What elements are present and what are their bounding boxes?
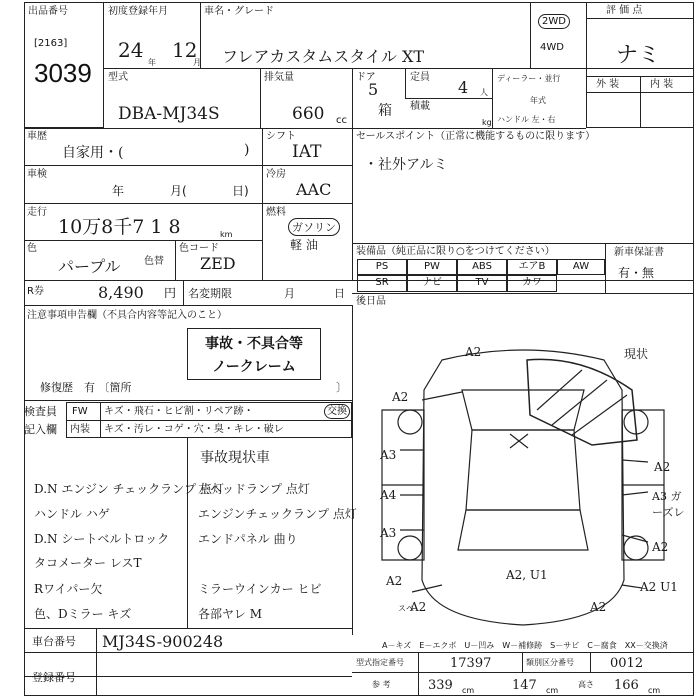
first-reg-label: 初度登録年月 <box>108 6 168 17</box>
mileage-label: 走行 <box>27 207 47 218</box>
recycle-value: 8,490 <box>98 283 144 302</box>
ref1-unit: cm <box>462 686 475 695</box>
remark-headlamp: 左ヘッドランプ 点灯 <box>198 482 310 496</box>
lot-label: 出品番号 <box>28 6 68 17</box>
ref3-label: 高さ <box>578 680 594 689</box>
diag-label-current: 現状 <box>624 347 649 361</box>
color-code-value: ZED <box>200 254 236 273</box>
warranty-value: 有・無 <box>618 266 655 280</box>
car-rear-window <box>458 510 588 550</box>
car-name: フレアカスタムスタイル XT <box>222 47 425 66</box>
equip-sr: SR <box>357 275 407 292</box>
name-change-label: 名変期限 <box>188 287 232 300</box>
drive-4wd: 4WD <box>540 42 564 53</box>
chassis-label: 車台番号 <box>32 635 76 648</box>
accident-line2: ノークレーム <box>212 359 296 375</box>
damage-area <box>527 359 637 445</box>
ac-label: 冷房 <box>266 169 286 180</box>
cargo-hand: 箱 <box>378 103 392 119</box>
equip-navi: ナビ <box>407 275 457 292</box>
capacity-value: 4 <box>458 78 469 97</box>
remark-winker: ミラーウインカー ヒビ <box>198 582 322 596</box>
remark-wear: 各部ヤレ M <box>198 607 262 621</box>
lot-number: 3039 <box>34 58 92 88</box>
diag-label-a2-left: A2 <box>392 390 409 404</box>
remark-handle: ハンドル ハゲ <box>34 507 110 521</box>
drive-2wd: 2WD <box>538 14 570 29</box>
diag-label-a3-right: A3 ガーズレ <box>652 490 685 519</box>
fw-circled: 交換 <box>324 404 350 419</box>
reg-label: 登録番号 <box>32 671 76 684</box>
caution-label: 注意事項申告欄（不具合内容等記入のこと） <box>27 310 227 321</box>
sales-value: ・社外アルミ <box>364 157 448 173</box>
shift-value: IAT <box>292 142 322 162</box>
remark-accident: 事故現状車 <box>200 450 270 466</box>
color-code-label: 色コード <box>179 243 219 254</box>
class-value: 0012 <box>610 656 644 671</box>
remark-engine-check: D.N エンジン チェックランプ 点灯 <box>34 482 224 496</box>
diag-label-a2-rear-l: A2 <box>410 600 427 614</box>
color-label: 色 <box>27 243 37 254</box>
repair-close: 〕 <box>336 381 347 394</box>
class-label: 類別区分番号 <box>526 658 574 667</box>
ref3-unit: cm <box>648 686 661 695</box>
interior-inspect-label: 内装 <box>70 424 90 435</box>
accident-line1: 事故・不具合等 <box>205 336 303 352</box>
recycle-label: R券 <box>27 286 44 297</box>
diag-label-a2-right2: A2 <box>652 540 669 554</box>
color-value: パープル <box>58 257 121 276</box>
remark-mirror: 色、Dミラー キズ <box>34 607 132 621</box>
capacity-unit: 人 <box>480 88 488 97</box>
remark-wiper: Rワイパー欠 <box>34 582 103 596</box>
history-value: 自家用・( <box>62 145 124 161</box>
remark-endpanel: エンドパネル 曲り <box>198 532 298 546</box>
equipment-label: 装備品（純正品に限り○をつけてください） <box>356 246 555 257</box>
door-value: 5 <box>368 80 379 99</box>
inspection-year: 年 <box>112 184 125 198</box>
cargo-label: 積載 <box>410 101 430 112</box>
dealer-label: ディーラー・並行 <box>497 74 561 83</box>
diag-label-a2u1-right: A2 U1 <box>640 580 678 594</box>
diagram-legend: A－キズ E－エクボ U－凹み W－補修跡 S－サビ C－腐食 XX－交換済 <box>382 641 668 650</box>
ref2-unit: cm <box>546 686 559 695</box>
exterior-label: 外 装 <box>596 79 620 90</box>
recycle-unit: 円 <box>164 286 177 300</box>
model-label: 型式 <box>108 72 128 83</box>
lot-small: [2163] <box>34 38 68 49</box>
interior-items: キズ・汚レ・コゲ・穴・臭・キレ・破レ <box>104 424 284 435</box>
mileage-unit: km <box>220 230 233 239</box>
shift-label: シフト <box>266 131 296 142</box>
mileage-value: 10万8千7 1 8 <box>58 216 181 238</box>
interior-label: 内 装 <box>650 79 674 90</box>
remark-seatbelt: D.N シートベルトロック <box>34 532 170 546</box>
name-change-day: 日 <box>334 287 345 300</box>
repair-label: 修復歴 有 〔箇所 <box>40 381 132 394</box>
fuel-diesel: 軽 油 <box>290 238 318 252</box>
ref1-label: 参 考 <box>372 680 391 689</box>
inspection-label: 車検 <box>27 169 47 180</box>
fuel-label: 燃料 <box>266 207 286 218</box>
car-name-label: 車名・グレード <box>204 6 274 17</box>
type-code-label: 型式指定番号 <box>356 658 404 667</box>
inspection-day: 日) <box>232 184 249 198</box>
equip-tv: TV <box>457 275 507 292</box>
ref3-value: 166 <box>614 678 639 693</box>
displacement-value: 660 <box>292 104 325 124</box>
capacity-label: 定員 <box>410 72 430 83</box>
diag-label-a2-top: A2 <box>465 345 482 359</box>
diag-label-a3-left2: A3 <box>380 526 397 540</box>
history-close: ) <box>244 142 250 158</box>
fw-label: FW <box>72 406 88 417</box>
diag-label-a4-left: A4 <box>380 488 397 502</box>
cargo-unit: kg <box>482 118 492 127</box>
diag-label-a2-left2: A2 <box>386 574 403 588</box>
inspector-label2: 記入欄 <box>24 423 57 436</box>
diag-label-a2-rear-r: A2 <box>590 600 607 614</box>
year-label: 年式 <box>530 96 546 105</box>
inspector-label1: 検査員 <box>24 405 57 418</box>
rating-label: 評 価 点 <box>606 5 643 16</box>
inspection-month: 月( <box>170 184 187 198</box>
handle-label: ハンドル 左・右 <box>497 115 556 124</box>
equip-pw: PW <box>407 259 457 275</box>
sales-label: セールスポイント（正常に機能するものに限ります） <box>356 131 596 142</box>
equip-ps: PS <box>357 259 407 275</box>
equip-abs: ABS <box>457 259 507 275</box>
first-reg-month: 12 <box>172 38 198 62</box>
warranty-label: 新車保証書 <box>614 247 664 258</box>
ref1-value: 339 <box>428 678 453 693</box>
diag-label-a2u1-rear: A2, U1 <box>506 568 548 582</box>
name-change-month: 月 <box>284 287 295 300</box>
ac-value: AAC <box>296 180 332 199</box>
equip-aw: AW <box>557 259 605 275</box>
equip-airbag: エアB <box>507 259 557 275</box>
ref2-value: 147 <box>512 678 537 693</box>
car-roof <box>466 430 580 510</box>
displacement-unit: cc <box>336 115 347 126</box>
model-value: DBA-MJ34S <box>118 104 220 124</box>
color-swap-label: 色替 <box>144 256 164 267</box>
chassis-value: MJ34S-900248 <box>102 632 224 651</box>
diag-label-a3-left: A3 <box>380 448 397 462</box>
remark-engine-lamp: エンジンチェックランプ 点灯 <box>198 507 357 521</box>
car-windshield <box>462 390 584 430</box>
fuel-gas: ガソリン <box>288 218 340 236</box>
fw-items: キズ・飛石・ヒビ割・リペア跡・ <box>104 406 254 417</box>
remark-tacho: タコメーター レスT <box>34 556 142 570</box>
type-code-value: 17397 <box>450 656 492 671</box>
diag-label-a2-right: A2 <box>654 460 671 474</box>
displacement-label: 排気量 <box>264 72 294 83</box>
first-reg-year: 24 <box>118 38 144 62</box>
door-label: ドア <box>356 72 376 83</box>
diag-label-spare: スペ <box>398 604 414 613</box>
history-label: 車歴 <box>27 131 47 142</box>
equip-leather: カワ <box>507 275 557 292</box>
rating-value: ナミ <box>616 43 661 68</box>
later-label: 後日品 <box>356 296 386 307</box>
